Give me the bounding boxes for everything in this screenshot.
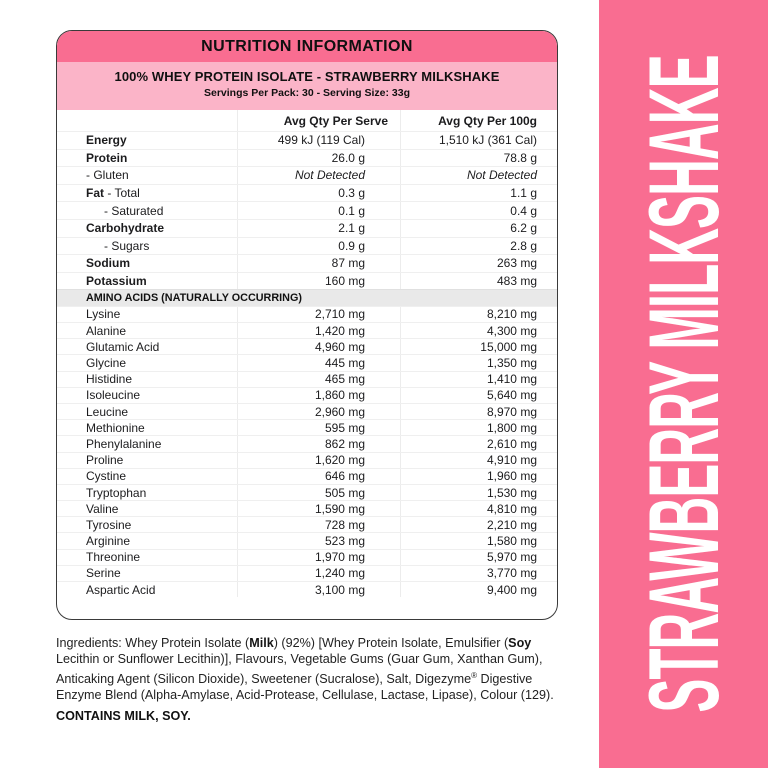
value-per-serve: 0.3 g (237, 185, 400, 202)
nutrient-label: - Sugars (104, 238, 150, 253)
nutrient-label: - Gluten (86, 168, 129, 183)
value-per-serve: 1,620 mg (237, 453, 400, 468)
value-per-serve: 523 mg (237, 533, 400, 548)
nutrient-row (57, 254, 557, 272)
value-per-serve: 26.0 g (237, 150, 400, 167)
nutrient-row (57, 149, 557, 167)
value-per-serve: 4,960 mg (237, 339, 400, 354)
amino-acid-row (57, 484, 557, 500)
amino-acid-label: Valine (86, 501, 119, 516)
amino-acid-label: Histidine (86, 372, 133, 387)
value-per-100g: 8,970 mg (400, 404, 557, 419)
nutrition-panel (56, 30, 558, 620)
nutrient-row (57, 131, 557, 149)
nutrient-row (57, 201, 557, 219)
amino-acid-rows (57, 306, 557, 597)
amino-section-header: AMINO ACIDS (NATURALLY OCCURRING) (57, 289, 557, 306)
amino-acid-row (57, 419, 557, 435)
value-per-100g: 4,910 mg (400, 453, 557, 468)
value-per-serve: Not Detected (237, 167, 400, 184)
amino-acid-row (57, 516, 557, 532)
value-per-100g: Not Detected (400, 167, 557, 184)
amino-acid-label: Leucine (86, 404, 129, 419)
product-name: 100% WHEY PROTEIN ISOLATE - STRAWBERRY MILKSHAKE (114, 69, 500, 84)
value-per-serve: 445 mg (237, 355, 400, 370)
value-per-100g: 2,610 mg (400, 436, 557, 451)
value-per-100g: 1.1 g (400, 185, 557, 202)
nutrient-label: Energy (86, 133, 127, 148)
amino-acid-row (57, 322, 557, 338)
amino-acid-label: Glutamic Acid (86, 339, 160, 354)
amino-acid-row (57, 549, 557, 565)
amino-acid-row (57, 371, 557, 387)
nutrient-label: Carbohydrate (86, 221, 165, 236)
amino-acid-row (57, 354, 557, 370)
flavour-sidebar-rotator (599, 0, 768, 768)
value-per-serve: 0.1 g (237, 202, 400, 219)
value-per-100g: 483 mg (400, 273, 557, 290)
value-per-serve: 1,420 mg (237, 323, 400, 338)
value-per-serve: 465 mg (237, 372, 400, 387)
table-header-row (57, 110, 557, 131)
amino-acid-row (57, 435, 557, 451)
nutrient-row (57, 166, 557, 184)
value-per-100g: 5,970 mg (400, 550, 557, 565)
product-band (57, 62, 557, 110)
value-per-serve: 1,860 mg (237, 388, 400, 403)
value-per-serve: 1,970 mg (237, 550, 400, 565)
panel-title: NUTRITION INFORMATION (201, 37, 413, 55)
contains-statement: CONTAINS MILK, SOY. (56, 709, 191, 724)
nutrient-label: Potassium (86, 274, 147, 289)
ingredients-section (56, 636, 568, 723)
value-per-100g: 1,510 kJ (361 Cal) (400, 132, 557, 149)
panel-title-band (57, 31, 557, 62)
value-per-100g: 1,530 mg (400, 485, 557, 500)
nutrient-label: Protein (86, 150, 128, 165)
value-per-serve: 3,100 mg (237, 582, 400, 597)
nutrient-row (57, 219, 557, 237)
amino-acid-label: Aspartic Acid (86, 582, 156, 597)
amino-acid-row (57, 565, 557, 581)
amino-acid-label: Serine (86, 566, 121, 581)
value-per-100g: 6.2 g (400, 220, 557, 237)
nutrient-label: - Saturated (104, 203, 164, 218)
value-per-serve: 862 mg (237, 436, 400, 451)
amino-acid-row (57, 500, 557, 516)
value-per-serve: 2.1 g (237, 220, 400, 237)
value-per-serve: 595 mg (237, 420, 400, 435)
amino-acid-label: Alanine (86, 323, 127, 338)
servings-info: Servings Per Pack: 30 - Serving Size: 33g (203, 87, 410, 99)
amino-acid-row (57, 338, 557, 354)
column-header-per-100g: Avg Qty Per 100g (400, 110, 557, 131)
value-per-serve: 505 mg (237, 485, 400, 500)
value-per-serve: 646 mg (237, 469, 400, 484)
amino-acid-label: Isoleucine (86, 388, 141, 403)
value-per-100g: 4,810 mg (400, 501, 557, 516)
value-per-serve: 1,240 mg (237, 566, 400, 581)
amino-acid-row (57, 306, 557, 322)
amino-acid-label: Tyrosine (86, 517, 132, 532)
value-per-serve: 0.9 g (237, 238, 400, 255)
amino-acid-row (57, 452, 557, 468)
value-per-100g: 3,770 mg (400, 566, 557, 581)
amino-acid-label: Tryptophan (86, 485, 147, 500)
value-per-serve: 160 mg (237, 273, 400, 290)
flavour-sidebar-label: STRAWBERRY MILKSHAKE (627, 55, 740, 713)
value-per-100g: 8,210 mg (400, 307, 557, 322)
amino-acid-row (57, 387, 557, 403)
value-per-100g: 1,800 mg (400, 420, 557, 435)
amino-acid-label: Arginine (86, 534, 131, 549)
amino-acid-label: Cystine (86, 469, 127, 484)
value-per-100g: 2.8 g (400, 238, 557, 255)
value-per-100g: 2,210 mg (400, 517, 557, 532)
nutrient-row (57, 272, 557, 290)
value-per-100g: 263 mg (400, 255, 557, 272)
value-per-serve: 1,590 mg (237, 501, 400, 516)
amino-acid-label: Proline (86, 453, 124, 468)
amino-acid-row (57, 468, 557, 484)
value-per-100g: 5,640 mg (400, 388, 557, 403)
amino-acid-label: Phenylalanine (86, 436, 162, 451)
value-per-serve: 87 mg (237, 255, 400, 272)
value-per-100g: 78.8 g (400, 150, 557, 167)
amino-acid-label: Lysine (86, 307, 121, 322)
value-per-serve: 499 kJ (119 Cal) (237, 132, 400, 149)
value-per-100g: 1,580 mg (400, 533, 557, 548)
flavour-sidebar (599, 0, 768, 768)
value-per-100g: 0.4 g (400, 202, 557, 219)
ingredients-paragraph: Ingredients: Whey Protein Isolate (Milk) (92%) [Whey Protein Isolate, Emulsifier (Soy Lecithin or Sunflower Lecithin)], Flavours, Vegetable Gums (Guar Gum, Xanthan Gum), Anticaking Agent (Silicon Dioxide), Sweetener (Sucralose), Salt, Digezyme® Digestive Enzyme Blend (Alpha-Amylase, Acid-Protease, Cellulase, Lactase, Lipase), Colour (129). (56, 636, 554, 702)
amino-acid-label: Glycine (86, 356, 127, 370)
value-per-100g: 9,400 mg (400, 582, 557, 597)
nutrient-rows (57, 131, 557, 289)
value-per-serve: 728 mg (237, 517, 400, 532)
column-header-per-serve: Avg Qty Per Serve (237, 110, 400, 131)
value-per-100g: 1,350 mg (400, 355, 557, 370)
amino-acid-row (57, 581, 557, 597)
nutrient-row (57, 237, 557, 255)
value-per-serve: 2,710 mg (237, 307, 400, 322)
value-per-100g: 1,410 mg (400, 372, 557, 387)
value-per-100g: 15,000 mg (400, 339, 557, 354)
amino-acid-label: Threonine (86, 550, 141, 565)
amino-acid-row (57, 403, 557, 419)
amino-acid-row (57, 532, 557, 548)
value-per-serve: 2,960 mg (237, 404, 400, 419)
nutrient-row (57, 184, 557, 202)
nutrient-label: Sodium (86, 256, 130, 271)
amino-acid-label: Methionine (86, 420, 145, 435)
value-per-100g: 4,300 mg (400, 323, 557, 338)
value-per-100g: 1,960 mg (400, 469, 557, 484)
nutrient-label: Fat - Total (86, 186, 140, 201)
